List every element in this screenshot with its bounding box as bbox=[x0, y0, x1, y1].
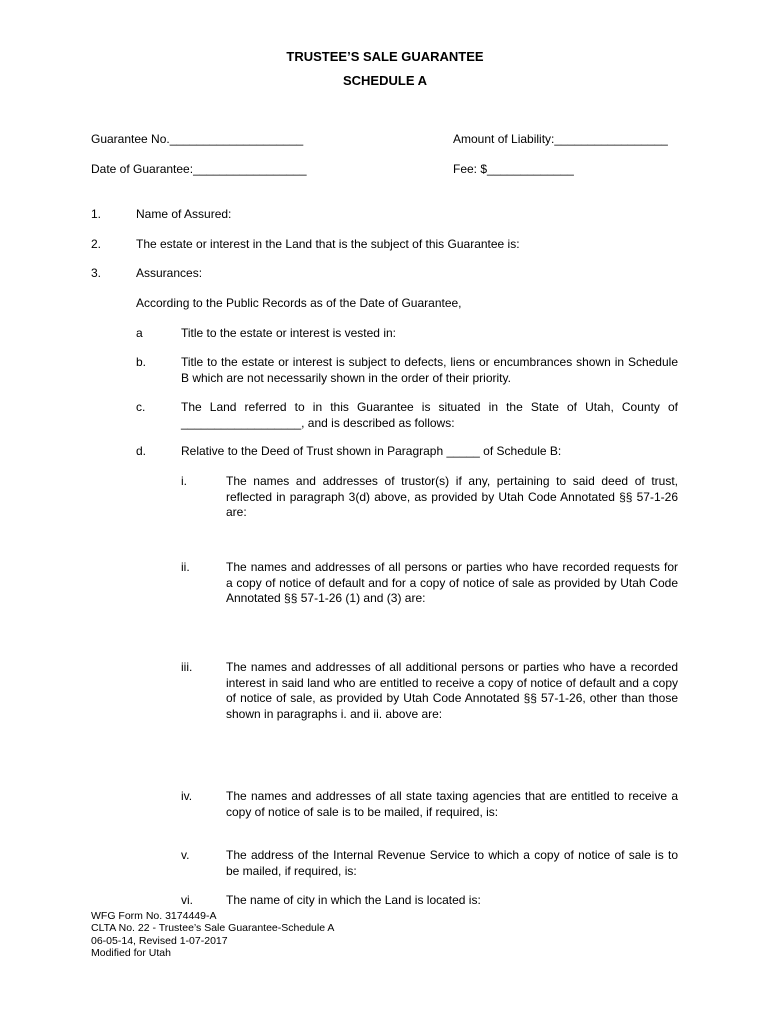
roman-item-text-requests: The names and addresses of all persons or parties who have recorded requests for a copy of notice of default and for a copy of notice of sale as provided by Utah Code Annotated §§ 57-1-26 (1) and (3) are: bbox=[226, 560, 678, 605]
roman-item-text-additional-persons: The names and addresses of all additional persons or parties who have a recorded interest in said land who are entitled to receive a copy of notice of default and a copy of notice of sale, as provided by Utah Code Annotated §§ 57-1-26, other than those shown in paragraphs i. and ii. above are: bbox=[226, 660, 678, 721]
item-number: 2. bbox=[91, 237, 102, 251]
subitem-text-deed-of-trust: Relative to the Deed of Trust shown in Paragraph _____ of Schedule B: bbox=[181, 444, 562, 458]
subitem-label: d. bbox=[136, 444, 147, 458]
form-footer bbox=[91, 910, 334, 960]
roman-item-label: vi. bbox=[181, 893, 193, 907]
guarantee-number-field: Guarantee No.____________________ bbox=[91, 132, 304, 146]
amount-of-liability-field: Amount of Liability:_________________ bbox=[453, 132, 668, 146]
roman-item-label: i. bbox=[181, 474, 187, 488]
footer-clta: CLTA No. 22 - Trustee’s Sale Guarantee-Schedule A bbox=[91, 922, 335, 935]
subitem-text-land-situated: The Land referred to in this Guarantee is situated in the State of Utah, County of __________________, and is described as follows: bbox=[181, 400, 678, 430]
roman-item-label: iv. bbox=[181, 789, 193, 803]
roman-item-text-irs: The address of the Internal Revenue Service to which a copy of notice of sale is to be mailed, if required, is: bbox=[226, 848, 678, 878]
item-text-assurances: Assurances: bbox=[136, 266, 203, 280]
roman-item-label: iii. bbox=[181, 660, 193, 674]
roman-item-text-trustors: The names and addresses of trustor(s) if any, pertaining to said deed of trust, reflected in paragraph 3(d) above, as provided by Utah Code Annotated §§ 57-1-26 are: bbox=[226, 474, 678, 519]
footer-dates: 06-05-14, Revised 1-07-2017 bbox=[91, 934, 228, 947]
fee-field: Fee: $_____________ bbox=[453, 162, 574, 176]
roman-item-text-taxing-agencies: The names and addresses of all state taxing agencies that are entitled to receive a copy of notice of sale is to be mailed, if required, is: bbox=[226, 789, 678, 819]
assurances-intro: According to the Public Records as of the Date of Guarantee, bbox=[136, 296, 462, 310]
subitem-label: a bbox=[136, 326, 143, 340]
roman-item-label: v. bbox=[181, 848, 190, 862]
item-number: 1. bbox=[91, 207, 102, 221]
subitem-label: c. bbox=[136, 400, 146, 414]
subitem-text-vested: Title to the estate or interest is vested in: bbox=[181, 326, 396, 340]
date-of-guarantee-field: Date of Guarantee:_________________ bbox=[91, 162, 307, 176]
item-text-estate-interest: The estate or interest in the Land that is the subject of this Guarantee is: bbox=[136, 237, 520, 251]
subitem-label: b. bbox=[136, 355, 147, 369]
roman-item-text-city: The name of city in which the Land is located is: bbox=[226, 893, 481, 907]
page-subtitle: SCHEDULE A bbox=[342, 73, 428, 88]
subitem-text-defects: Title to the estate or interest is subject to defects, liens or encumbrances shown in Schedule B which are not necessarily shown in the order of their priority. bbox=[181, 355, 678, 385]
page-title: TRUSTEE’S SALE GUARANTEE bbox=[286, 49, 484, 64]
footer-modified: Modified for Utah bbox=[91, 947, 171, 960]
footer-form-number: WFG Form No. 3174449-A bbox=[91, 910, 217, 922]
item-text-name-of-assured: Name of Assured: bbox=[136, 207, 232, 221]
roman-item-label: ii. bbox=[181, 560, 190, 574]
item-number: 3. bbox=[91, 266, 102, 280]
